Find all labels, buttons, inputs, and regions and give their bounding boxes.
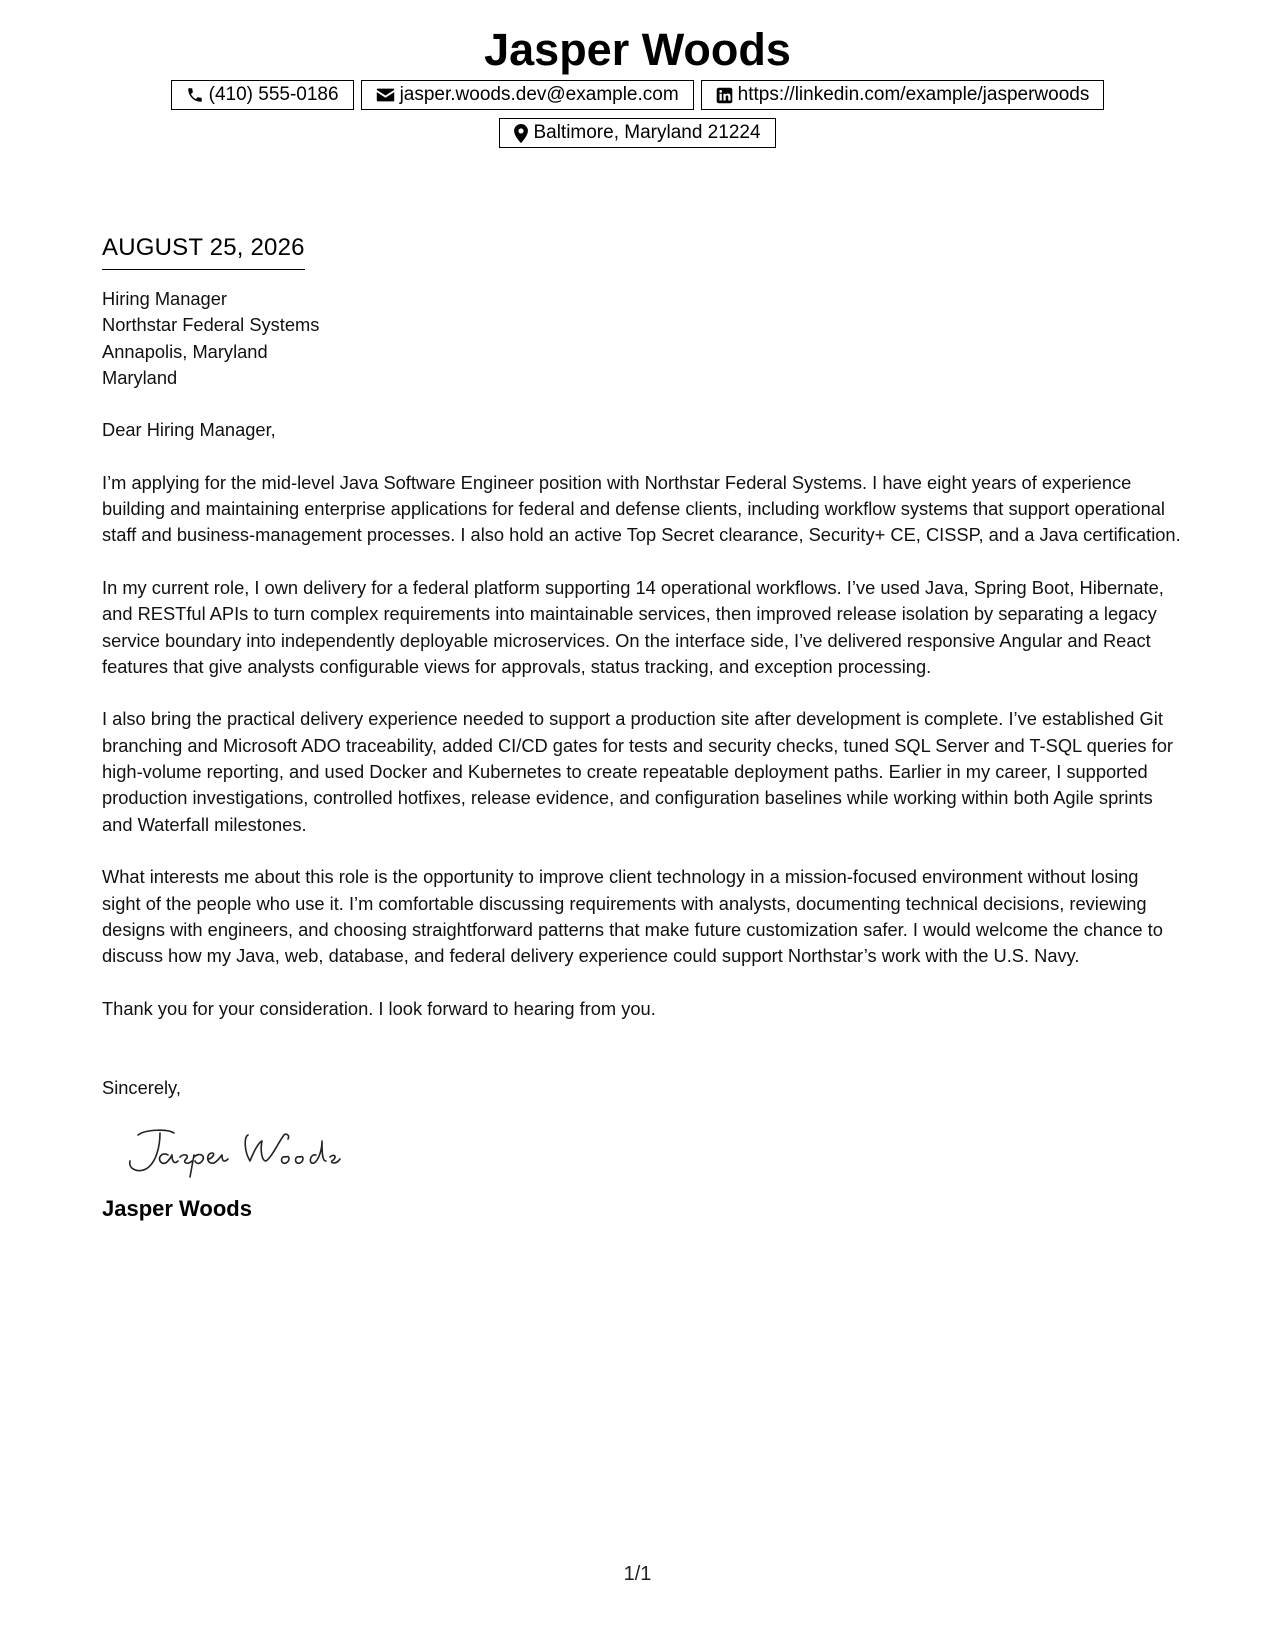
location-chip <box>499 118 775 148</box>
contact-row-primary <box>0 80 1275 110</box>
linkedin-chip[interactable] <box>701 80 1105 110</box>
phone-text: (410) 555-0186 <box>208 84 339 105</box>
applicant-name: Jasper Woods <box>484 24 791 75</box>
recipient-line: Hiring Manager <box>102 288 227 309</box>
contact-row-secondary <box>0 118 1275 148</box>
greeting: Dear Hiring Manager, <box>102 419 276 441</box>
linkedin-text: https://linkedin.com/example/jasperwoods <box>737 84 1090 105</box>
letter-date: AUGUST 25, 2026 <box>102 233 305 270</box>
body-paragraph: In my current role, I own delivery for a federal platform supporting 14 operational workflows. I’ve used Java, Spring Boot, Hibernate, and RESTful APIs to turn complex requirements into maintainable services, then improved release isolation by separating a legacy service boundary into independently deployable microservices. On the interface side, I’ve delivered responsive Angular and React features that give analysts configurable views for approvals, status tracking, and exception processing. <box>102 576 1164 677</box>
email-chip[interactable] <box>361 80 694 110</box>
handwritten-signature <box>116 1121 356 1181</box>
recipient-line: Annapolis, Maryland <box>102 340 268 362</box>
body-paragraph: I’m applying for the mid-level Java Software Engineer position with Northstar Federal Systems. I have eight years of experience building and maintaining enterprise applications for federal and defense clients, including workflow systems that support operational staff and business-management processes. I also hold an active Top Secret clearance, Security+ CE, CISSP, and a Java certification. <box>102 471 1181 546</box>
recipient-block <box>102 286 1182 391</box>
location-text: Baltimore, Maryland 21224 <box>533 122 761 143</box>
envelope-icon <box>376 87 395 103</box>
letter-body <box>102 233 1182 1223</box>
signer-name: Jasper Woods <box>102 1196 252 1222</box>
recipient-line: Maryland <box>102 366 178 388</box>
linkedin-icon <box>716 87 733 104</box>
body-paragraph: I also bring the practical delivery experience needed to support a production site after development is complete. I’ve established Git branching and Microsoft ADO traceability, added CI/CD gates for tests and security checks, tuned SQL Server and T-SQL queries for high-volume reporting, and used Docker and Kubernetes to create repeatable deployment paths. Earlier in my career, I supported production investigations, controlled hotfixes, release evidence, and configuration baselines while working within both Agile sprints and Waterfall milestones. <box>102 708 1173 835</box>
email-text: jasper.woods.dev@example.com <box>399 84 679 105</box>
phone-icon <box>186 86 204 104</box>
phone-chip[interactable] <box>171 80 354 110</box>
page-number: 1/1 <box>623 1563 652 1585</box>
map-pin-icon <box>514 124 528 143</box>
signoff: Sincerely, <box>102 1077 181 1099</box>
recipient-line: Northstar Federal Systems <box>102 314 320 336</box>
body-paragraph: What interests me about this role is the opportunity to improve client technology in a mission-focused environment without losing sight of the people who use it. I’m comfortable discussing requirements with analysts, documenting technical decisions, reviewing designs with engineers, and choosing straightforward patterns that make future customization safer. I would welcome the chance to discuss how my Java, web, database, and federal delivery experience could support Northstar’s work with the U.S. Navy. <box>102 866 1163 967</box>
closing-line: Thank you for your consideration. I look forward to hearing from you. <box>102 997 656 1019</box>
